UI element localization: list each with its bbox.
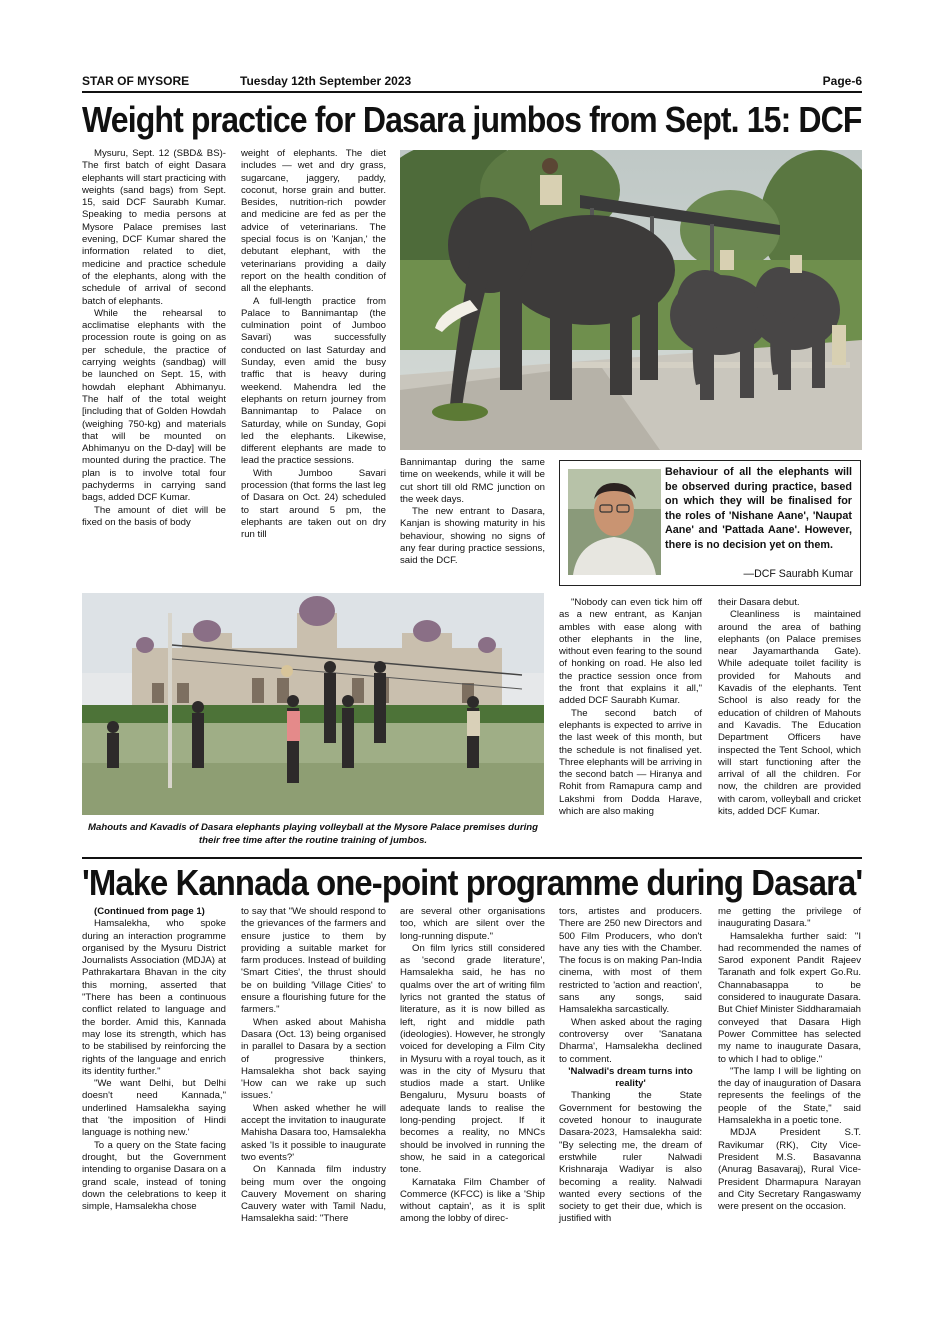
quote-attribution: —DCF Saurabh Kumar bbox=[743, 568, 853, 580]
quote-text: Behaviour of all the elephants will be observed during practice, based on which they will be finalised for the roles of 'Nishane Aane', 'Naupat Aane' and 'Pattada Aane'. However, there is no decision yet on them. bbox=[665, 466, 852, 551]
paragraph: On film lyrics still considered as 'second grade literature', Hamsalekha said, he has no qualms over the art of writing film lyrics not granted the status of literature, as it is now billed as left, right and middle path (ideologies). However, he strongly voiced for developing a Film City in Mysuru with a royal touch, as it was in the city of Mysuru that studios made a start. Unlike Bengaluru, Mysuru boasts of adequate lands to realise the long-pending project. If it becomes a reality, no MNCs should be involved in running the show, he said in a categorical tone. bbox=[400, 942, 545, 1176]
paragraph: The new entrant to Dasara, Kanjan is showing maturity in his behaviour, showing no signs of any fear during practice sessions, said the DCF. bbox=[400, 506, 545, 567]
masthead bbox=[82, 74, 862, 91]
story1-column-5 bbox=[718, 597, 861, 818]
paragraph: A full-length practice from Palace to Bannimantap (the culmination point of Jumboo Savari) was successfully conducted on last Saturday and Sunday, even amid the busy traffic that is heavy during weekend. Mahendra led the elephants on return journey from Bannimantap to Palace on Saturday, while on Sunday, Gopi led the elephants. Likewise, different elephants are made to lead the practice sessions. bbox=[241, 295, 386, 467]
paragraph: to say that "We should respond to the grievances of the farmers and ensure justice to them by providing a suitable market for farm produces. Instead of building 'Smart Cities', the thrust should be on building 'Village Cities' to ensure a flourishing future for the farmers." bbox=[241, 906, 386, 1016]
paragraph: MDJA President S.T. Ravikumar (RK), City Vice-President M.S. Basavanna (Anurag Basavaraj), Rural Vice-President Dharmapura Narayan and City Secretary Rangaswamy were present on the occasion. bbox=[718, 1127, 861, 1213]
paragraph: Hamsalekha further said: "I had recommended the names of Sarod exponent Pandit Rajeev Taranath and folk expert Go.Ru. Channabasappa to be considered to inaugurate Dasara. But Chief Minister Siddharamaiah conveyed that Dasara High Power Committee has selected my name to inaugurate Dasara, to which I had to oblige." bbox=[718, 930, 861, 1065]
story2-column-5 bbox=[718, 906, 861, 1213]
paper-name: STAR OF MYSORE bbox=[82, 74, 190, 88]
subheading: 'Nalwadi's dream turns into reality' bbox=[568, 1065, 693, 1090]
elephants-photo bbox=[400, 150, 862, 450]
paragraph: While the rehearsal to acclimatise elephants with the procession route is going on as per schedule, the practice of carrying weights (sandbag) will be launched on Sept. 15, with howdah elephant Abhimanyu. The half of the total weight [including that of Golden Howdah (weighing 750-kg) and materials that will be mounted on Abhimanyu on the D-day] will be mounted during the practice. The plan is to involve total four pachyderms in carrying sand bags, added DCF Kumar. bbox=[82, 307, 226, 504]
paragraph: With Jumboo Savari procession (that forms the last leg of Dasara on Oct. 24) scheduled to start around 5 pm, the elephants are taken out on dry run till bbox=[241, 467, 386, 541]
paragraph: Mysuru, Sept. 12 (SBD& BS)- The first batch of eight Dasara elephants will start practicing with weights (sand bags) from Sept. 15, said DCF Saurabh Kumar. Speaking to media persons at Mysore Palace premises last evening, DCF Kumar shared the information related to diet, medicine and practice schedule of the elephants, along with the schedule of arrival of second batch of elephants. bbox=[82, 148, 226, 307]
paragraph: "Nobody can even tick him off as a new entrant, as Kanjan ambles with ease along with other elephants in the line, without even fearing to the sound of honking on road. He also led the practice session once from the front that explains it all," added DCF Saurabh Kumar. bbox=[559, 597, 702, 707]
paragraph: On Kannada film industry being mum over the ongoing Cauvery Movement on sharing Cauvery water with Tamil Nadu, Hamsalekha said: "There bbox=[241, 1164, 386, 1225]
story1-column-3 bbox=[400, 457, 545, 568]
issue-date: Tuesday 12th September 2023 bbox=[240, 74, 412, 88]
paragraph: Bannimantap during the same time on weekends, while it will be cut short till old RMC junction on the week days. bbox=[400, 457, 545, 505]
headline-weight-practice: Weight practice for Dasara jumbos from Sept. 15: DCF bbox=[82, 99, 862, 140]
story1-column-2 bbox=[241, 148, 386, 542]
paragraph: The second batch of elephants is expected to arrive in the last week of this month, but the schedule is not finalised yet. Three elephants will be arriving in the second batch — Hiranya and Rohit from Ramapura camp and Lakshmi from Dodda Harave, which are also making bbox=[559, 707, 702, 818]
paragraph: Cleanliness is maintained around the area of bathing elephants (on Palace premises near Jayamarthanda Gate). While adequate toilet facility is provided for Mahouts and Kavadis of the elephants. Tent School is also ready for the education of children of Mahouts and Kavadis. The Education Department Officers have inspected the Tent School, which will start functioning after the arrival of all the children. For now, the children are provided with carom, volleyball and cricket kits, added DCF Kumar. bbox=[718, 609, 861, 818]
paragraph: their Dasara debut. bbox=[718, 597, 800, 608]
story1-column-1 bbox=[82, 148, 226, 529]
headline-make-kannada: 'Make Kannada one-point programme during Dasara' bbox=[82, 862, 863, 903]
story2-column-4 bbox=[559, 906, 702, 1226]
story2-column-2 bbox=[241, 906, 386, 1226]
page-number: Page-6 bbox=[822, 74, 862, 88]
volleyball-photo bbox=[82, 593, 544, 815]
paragraph: weight of elephants. The diet includes — wet and dry grass, sugarcane, jaggery, paddy, coconut, horse grain and butter. Besides, nutrition-rich powder and medicine are fed as per the advice of veterinarians. The special focus is on 'Kanjan,' the debutant elephant, with the veterinarians providing a daily report on the health condition of all the elephants. bbox=[241, 148, 386, 295]
paragraph: To a query on the State facing drought, but the Government intending to organise Dasara on a grand scale, instead of toning down the celebrations to keep it simple, Hamsalekha chose bbox=[82, 1139, 227, 1213]
story2-column-3 bbox=[400, 906, 545, 1226]
paragraph: me getting the privilege of inaugurating Dasara." bbox=[718, 906, 861, 930]
photo-caption: Mahouts and Kavadis of Dasara elephants playing volleyball at the Mysore Palace premises during their free time after the routine training of jumbos. bbox=[88, 822, 538, 846]
story1-column-4 bbox=[559, 597, 702, 818]
paragraph: The amount of diet will be fixed on the basis of body bbox=[82, 504, 226, 528]
section-rule bbox=[82, 857, 862, 859]
paragraph: When asked about Mahisha Dasara (Oct. 13) being organised in parallel to Dasara by a section of progressive thinkers, Hamsalekha shot back saying 'How can we rake up such issues.' bbox=[241, 1016, 386, 1102]
paragraph: When asked about the raging controversy over 'Sanatana Dharma', Hamsalekha declined to comment. bbox=[559, 1016, 702, 1065]
paragraph: "The lamp I will be lighting on the day of inauguration of Dasara represents the feelings of the people of the State," said Hamsalekha in a poetic tone. bbox=[718, 1065, 861, 1127]
paragraph: "We want Delhi, but Delhi doesn't need Kannada," underlined Hamsalekha saying that 'the imposition of Hindi language is nothing new.' bbox=[82, 1078, 226, 1139]
masthead-rule bbox=[82, 91, 862, 93]
paragraph: Thanking the State Government for bestowing the coveted honour to inaugurate Dasara-2023, Hamsalekha said: "By selecting me, the dream of erstwhile ruler Nalwadi Krishnaraja Wadiyar is also becoming a reality. Nalwadi wanted every sections of the society to get their due, which is justified with bbox=[559, 1090, 702, 1225]
paragraph: When asked whether he will accept the invitation to inaugurate Mahisha Dasara too, Hamsalekha asked 'Is it possible to inaugurate two events?' bbox=[241, 1102, 386, 1163]
paragraph: Hamsalekha, who spoke during an interaction programme organised by the Mysuru District Journalists Association (MDJA) at Pathrakartara Bhavan in the city this morning, asserted that "There has been a continuous conflict related to language and the border. Amid this, Kannada may lose its strength, which has to be stabilised by reinforcing the rights of the language and enrich its identity further." bbox=[82, 918, 226, 1077]
continued-note: (Continued from page 1) bbox=[94, 906, 205, 917]
paragraph: are several other organisations too, which are silent over the long-running dispute." bbox=[400, 906, 545, 942]
paragraph: tors, artistes and producers. There are 250 new Directors and 500 Film Producers, who don't have any ties with the Chamber. The focus is on making Pan-India cinema, with most of them restricted to 'action and reaction', sans any songs, said Hamsalekha sarcastically. bbox=[559, 906, 702, 1016]
quote-box bbox=[559, 460, 861, 586]
story2-column-1 bbox=[82, 906, 226, 1213]
paragraph: Karnataka Film Chamber of Commerce (KFCC) is like a 'Ship without captain', as it is split among the lobby of direc- bbox=[400, 1176, 545, 1225]
dcf-portrait bbox=[568, 469, 661, 575]
